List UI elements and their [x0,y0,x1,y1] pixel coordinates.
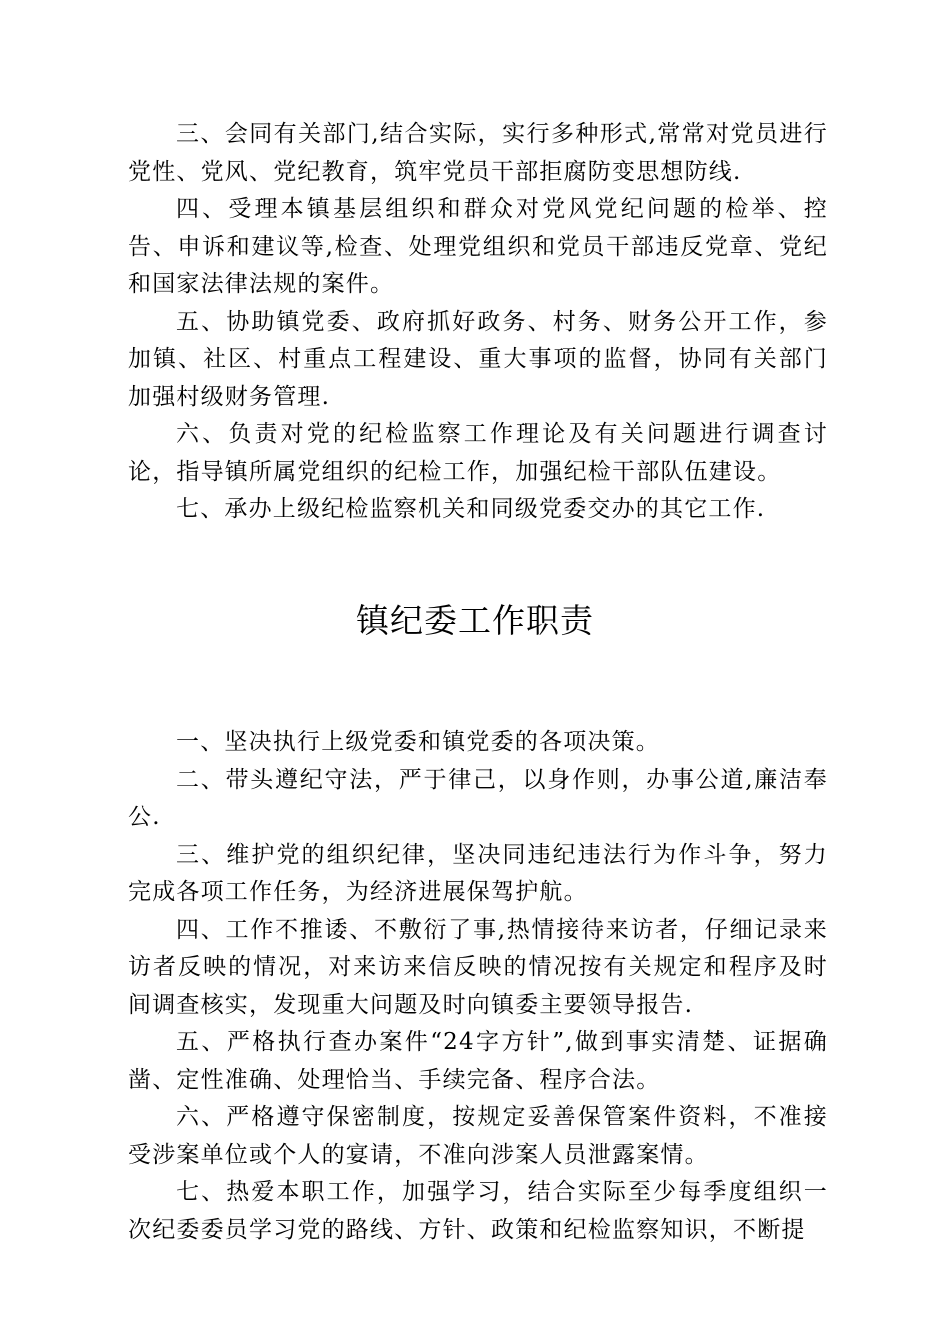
section-title: 镇纪委工作职责 [356,601,594,640]
duty-paragraph-7: 七、承办上级纪检监察机关和同级党委交办的其它工作. [176,496,766,522]
duty-paragraph-5: 五、协助镇党委、政府抓好政务、村务、财务公开工作，参加镇、社区、村重点工程建设、重大事项的监督，协同有关部门加强村级财务管理. [128,308,828,410]
responsibility-paragraph-4: 四、工作不推诿、不敷衍了事,热情接待来访者，仔细记录来访者反映的情况，对来访来信反映的情况按有关规定和程序及时间调查核实，发现重大问题及时向镇委主要领导报告. [128,916,828,1018]
duty-paragraph-3: 三、会同有关部门,结合实际，实行多种形式,常常对党员进行党性、党风、党纪教育，筑牢党员干部拒腐防变思想防线. [128,121,828,185]
duty-paragraph-6: 六、负责对党的纪检监察工作理论及有关问题进行调查讨论，指导镇所属党组织的纪检工作，加强纪检干部队伍建设。 [128,421,828,485]
lower-duties-section [128,724,828,1249]
duty-paragraph-4: 四、受理本镇基层组织和群众对党风党纪问题的检举、控告、申诉和建议等,检查、处理党组织和党员干部违反党章、党纪和国家法律法规的案件。 [128,196,828,297]
responsibility-paragraph-6: 六、严格遵守保密制度，按规定妥善保管案件资料，不准接受涉案单位或个人的宴请，不准向涉案人员泄露案情。 [128,1104,828,1168]
responsibility-paragraph-2: 二、带头遵纪守法，严于律己，以身作则，办事公道,廉洁奉公. [128,766,828,830]
responsibility-paragraph-7: 七、热爱本职工作，加强学习，结合实际至少每季度组织一次纪委委员学习党的路线、方针、政策和纪检监察知识，不断提 [128,1179,828,1243]
responsibility-paragraph-1: 一、坚决执行上级党委和镇党委的各项决策。 [176,729,660,755]
responsibility-paragraph-3: 三、维护党的组织纪律，坚决同违纪违法行为作斗争，努力完成各项工作任务，为经济进展保驾护航。 [128,841,828,905]
upper-duties-section [128,116,828,529]
responsibility-paragraph-5: 五、严格执行查办案件“24字方针”,做到事实清楚、证据确凿、定性准确、处理恰当、手续完备、程序合法。 [128,1029,828,1093]
